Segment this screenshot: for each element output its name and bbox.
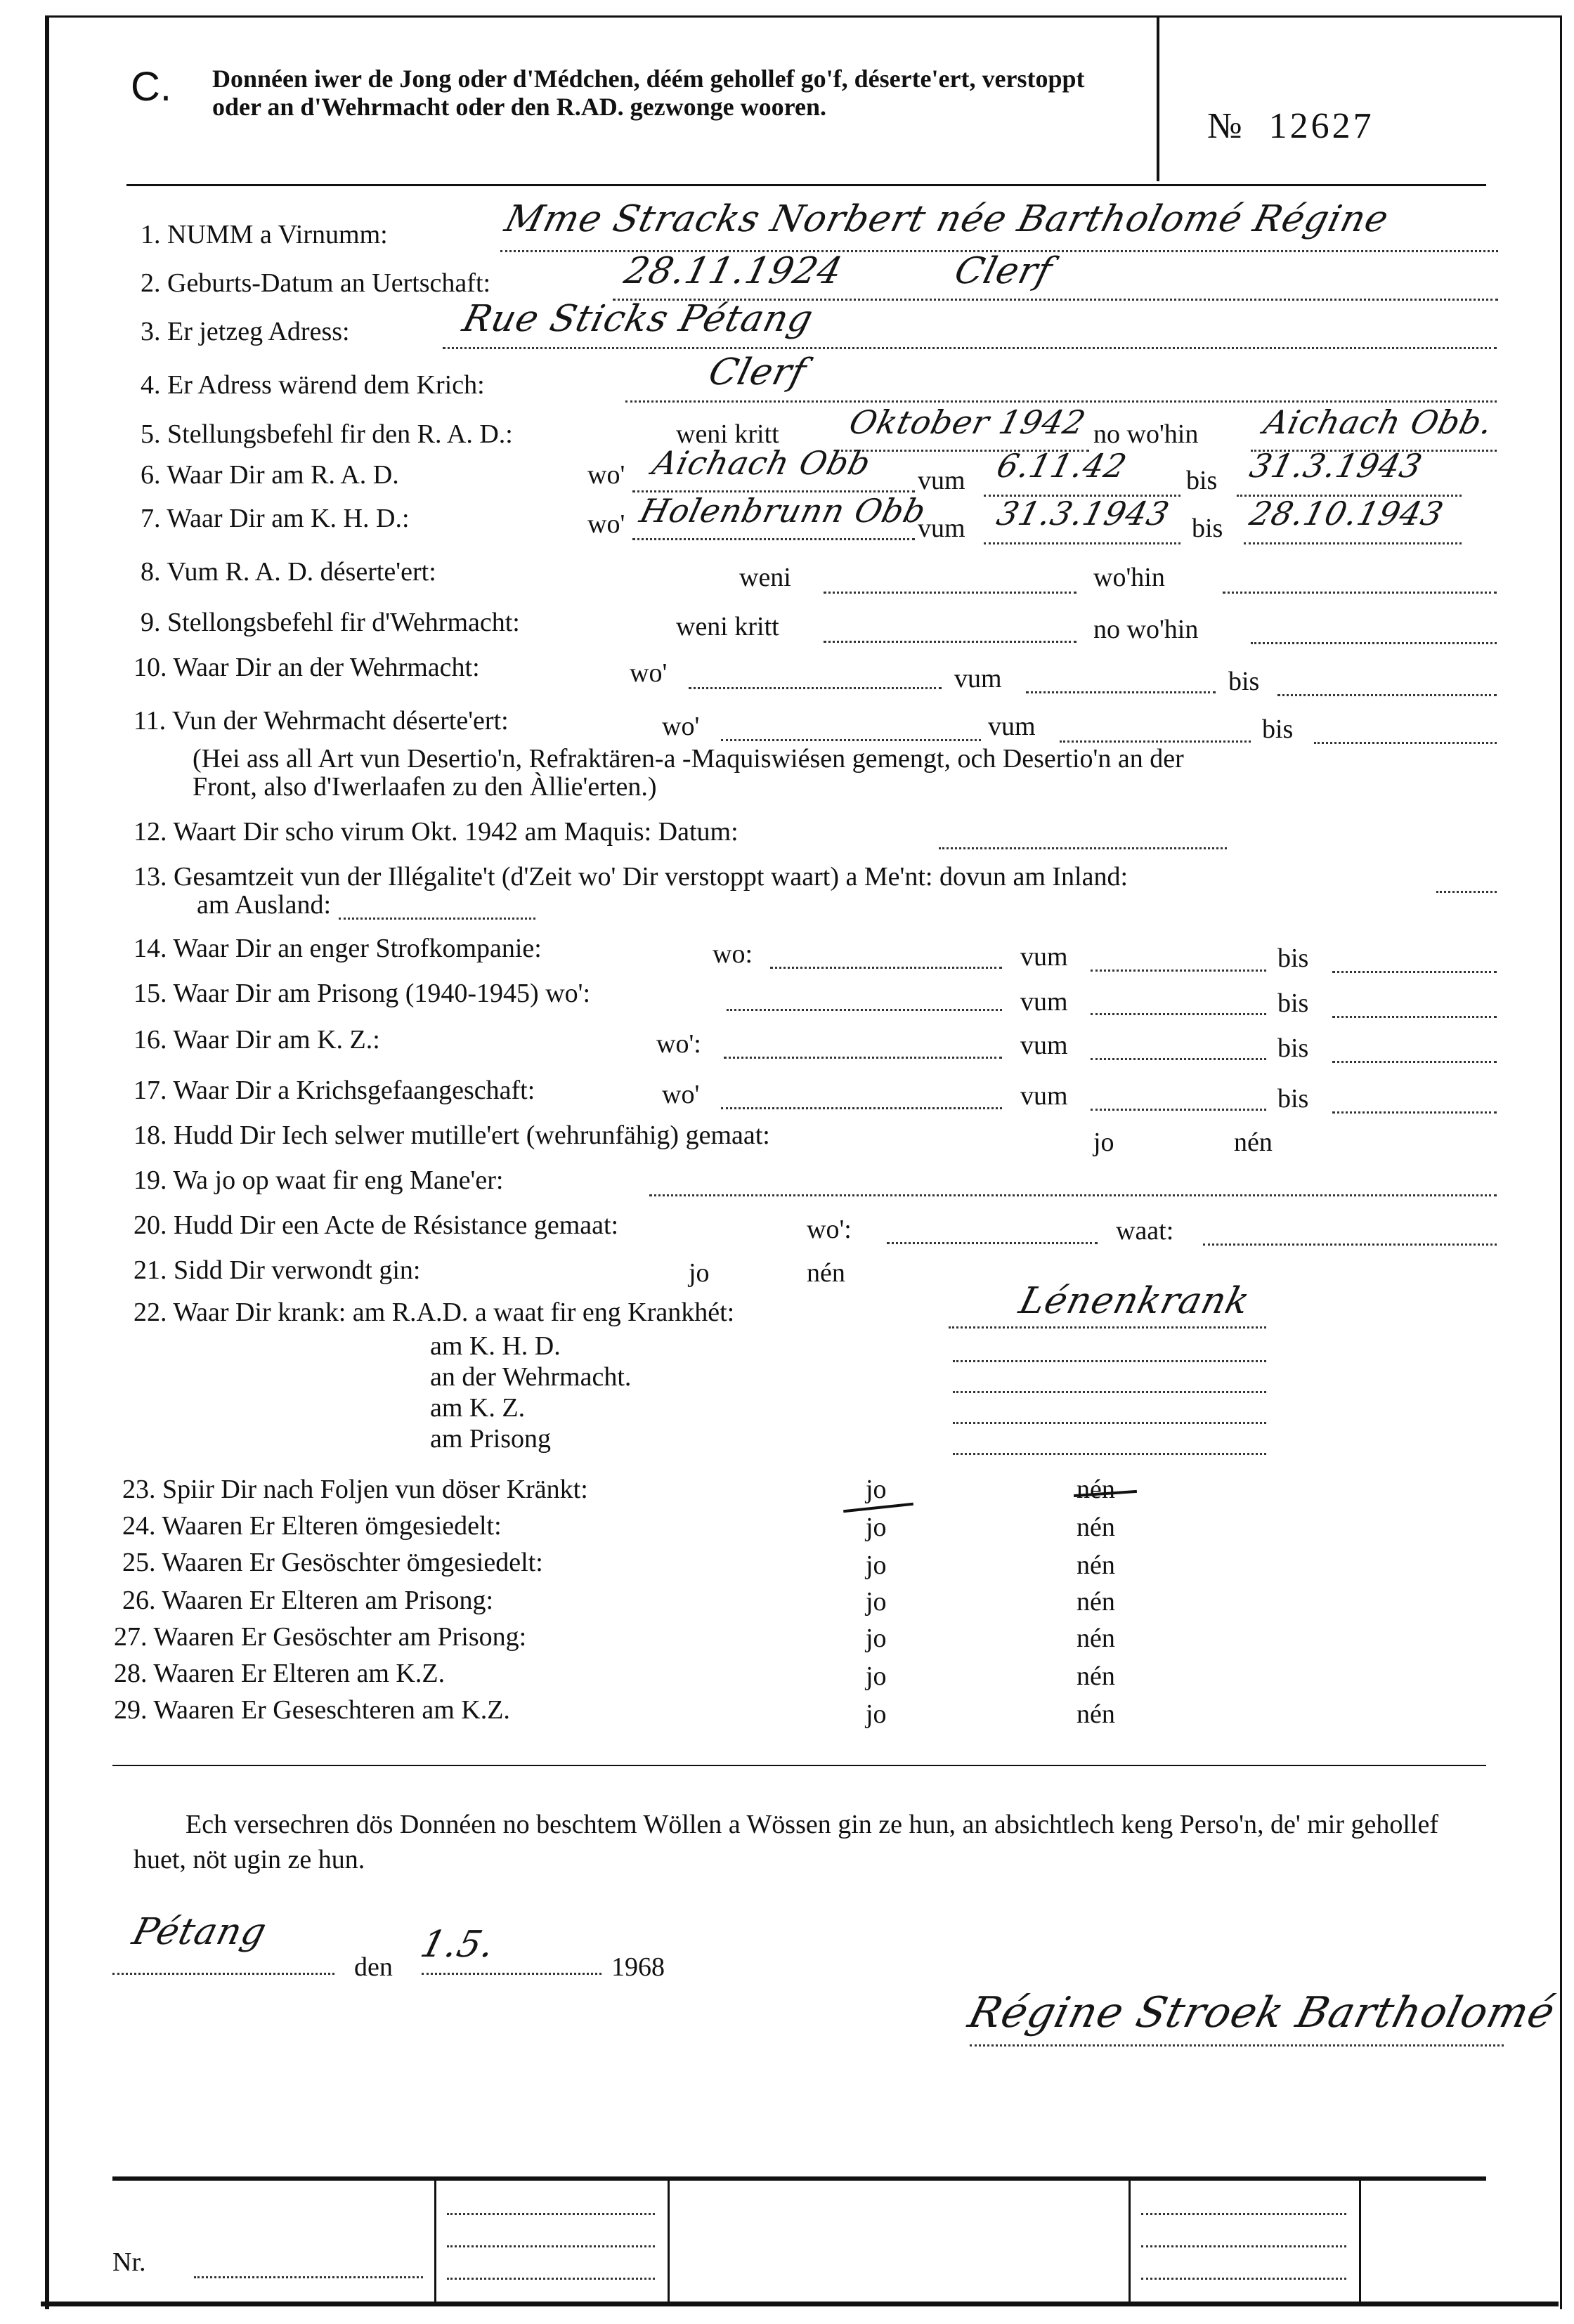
row-6-bis: bis bbox=[1186, 466, 1218, 495]
row-22: 22. Waar Dir krank: am R.A.D. a waat fir eng Krankhét: bbox=[134, 1298, 735, 1327]
bottom-border bbox=[41, 2302, 1559, 2306]
hw-khd-where: Holenbrunn Obb bbox=[636, 492, 930, 530]
row-20-line-a bbox=[887, 1242, 1098, 1244]
row-22-sub-1: am K. H. D. bbox=[430, 1331, 561, 1361]
hw-rad-order-place: Aichach Obb. bbox=[1260, 403, 1497, 441]
row-8-line-a bbox=[824, 592, 1077, 594]
row-29: 29. Waaren Er Geseschteren am K.Z. bbox=[114, 1695, 510, 1725]
hw-signature: Régine Stroek Bartholomé bbox=[963, 1988, 1561, 2037]
section-letter: C. bbox=[131, 64, 171, 110]
row-24: 24. Waaren Er Elteren ömgesiedelt: bbox=[122, 1511, 502, 1541]
den-label: den bbox=[354, 1952, 393, 1982]
row-17-line-b bbox=[1091, 1109, 1266, 1111]
row-4-line bbox=[625, 400, 1497, 403]
row-7-line-c bbox=[1244, 542, 1462, 544]
hw-illness: Lénenkrank bbox=[1015, 1280, 1254, 1322]
row-9-nowohin: no wo'hin bbox=[1093, 615, 1199, 644]
row-4: 4. Er Adress wärend dem Krich: bbox=[141, 370, 485, 400]
office-box-divider-3 bbox=[1129, 2179, 1131, 2303]
office-line-3 bbox=[447, 2278, 655, 2280]
header-separator bbox=[126, 184, 1486, 186]
row-8-wohin: wo'hin bbox=[1093, 563, 1165, 592]
hw-rad-order-date: Oktober 1942 bbox=[845, 403, 1090, 441]
row-10-line-c bbox=[1277, 694, 1497, 696]
row-16-bis: bis bbox=[1277, 1033, 1309, 1063]
office-line-2 bbox=[447, 2245, 655, 2247]
year: 1968 bbox=[611, 1952, 665, 1982]
row-24-jo: jo bbox=[866, 1513, 887, 1542]
row-17-line-c bbox=[1332, 1111, 1497, 1114]
row-10: 10. Waar Dir an der Wehrmacht: bbox=[134, 653, 480, 682]
row-2: 2. Geburts-Datum an Uertschaft: bbox=[141, 268, 491, 298]
hw-name: Mme Stracks Norbert née Bartholomé Régine bbox=[500, 198, 1393, 240]
row-17-vum: vum bbox=[1020, 1081, 1068, 1111]
row-17-bis: bis bbox=[1277, 1084, 1309, 1114]
row-11: 11. Vun der Wehrmacht déserte'ert: bbox=[134, 706, 509, 736]
hw-address: Rue Sticks Pétang bbox=[458, 298, 818, 340]
row-15-vum: vum bbox=[1020, 987, 1068, 1017]
signature-line bbox=[970, 2044, 1504, 2046]
hw-rad-where: Aichach Obb bbox=[649, 444, 876, 482]
row-23: 23. Spiir Dir nach Foljen vun döser Kränkt: bbox=[122, 1475, 588, 1504]
row-22-line-3 bbox=[953, 1422, 1266, 1424]
row-9-line-b bbox=[1251, 642, 1497, 644]
declaration-separator bbox=[112, 1765, 1486, 1766]
row-26-jo: jo bbox=[866, 1587, 887, 1617]
row-6-wo: wo' bbox=[587, 460, 625, 490]
row-11-note-2: Front, also d'Iwerlaafen zu den Àllie'erten.) bbox=[193, 772, 657, 802]
row-15-wo: wo': bbox=[545, 979, 591, 1008]
row-9-weni: weni kritt bbox=[676, 612, 779, 641]
row-19-line bbox=[649, 1194, 1497, 1196]
row-12: 12. Waart Dir scho virum Okt. 1942 am Maquis: Datum: bbox=[134, 817, 739, 847]
row-12-line bbox=[939, 847, 1227, 849]
form-number bbox=[1207, 105, 1374, 147]
row-7-line-a bbox=[632, 538, 915, 540]
row-15-line-b bbox=[1091, 1013, 1266, 1015]
row-21: 21. Sidd Dir verwondt gin: bbox=[134, 1255, 421, 1285]
row-16-line-a bbox=[724, 1057, 1002, 1059]
row-27-jo: jo bbox=[866, 1624, 887, 1653]
row-3: 3. Er jetzeg Adress: bbox=[141, 317, 350, 346]
row-18-nen: nén bbox=[1234, 1128, 1273, 1157]
row-13-ausland: am Ausland: bbox=[197, 890, 332, 920]
row-16-wo: wo': bbox=[656, 1029, 701, 1059]
row-29-jo: jo bbox=[866, 1699, 887, 1729]
row-8-weni: weni bbox=[739, 563, 791, 592]
date-line bbox=[422, 1973, 601, 1975]
row-28-jo: jo bbox=[866, 1662, 887, 1691]
row-15-bis: bis bbox=[1277, 988, 1309, 1018]
row-23-nen: nén bbox=[1077, 1475, 1115, 1504]
office-box-divider-1 bbox=[434, 2179, 436, 2303]
row-11-line-c bbox=[1314, 742, 1497, 744]
row-21-nen: nén bbox=[807, 1258, 845, 1288]
row-22-line-1 bbox=[953, 1360, 1266, 1362]
row-22-line-2 bbox=[953, 1391, 1266, 1393]
row-5-nowohin: no wo'hin bbox=[1093, 419, 1199, 449]
row-17: 17. Waar Dir a Krichsgefaangeschaft: bbox=[134, 1076, 535, 1105]
office-box-divider-2 bbox=[668, 2179, 670, 2303]
office-line-1 bbox=[447, 2213, 655, 2215]
row-10-line-a bbox=[689, 687, 942, 689]
hw-rad-from: 6.11.42 bbox=[993, 447, 1131, 485]
row-14-wo: wo: bbox=[713, 939, 753, 969]
row-22-sub-3: am K. Z. bbox=[430, 1393, 526, 1423]
row-18-jo: jo bbox=[1093, 1128, 1114, 1157]
row-14-line-c bbox=[1332, 971, 1497, 973]
row-14: 14. Waar Dir an enger Strofkompanie: bbox=[134, 934, 542, 963]
row-27: 27. Waaren Er Gesöschter am Prisong: bbox=[114, 1622, 527, 1652]
row-24-nen: nén bbox=[1077, 1513, 1115, 1542]
place-line bbox=[112, 1973, 334, 1975]
row-8: 8. Vum R. A. D. déserte'ert: bbox=[141, 557, 436, 587]
row-28: 28. Waaren Er Elteren am K.Z. bbox=[114, 1659, 445, 1688]
hw-khd-from: 31.3.1943 bbox=[993, 495, 1173, 533]
office-box-top bbox=[112, 2176, 1486, 2181]
row-10-bis: bis bbox=[1228, 667, 1260, 696]
row-11-line-b bbox=[1060, 740, 1251, 743]
row-15: 15. Waar Dir am Prisong (1940-1945) wo': bbox=[134, 979, 591, 1008]
hw-war-address: Clerf bbox=[704, 351, 811, 393]
row-26: 26. Waaren Er Elteren am Prisong: bbox=[122, 1586, 494, 1615]
row-13-line-a bbox=[1436, 891, 1497, 893]
hw-birthdate: 28.11.1924 bbox=[620, 250, 847, 292]
row-25: 25. Waaren Er Gesöschter ömgesiedelt: bbox=[122, 1548, 543, 1577]
hw-rad-to: 31.3.1943 bbox=[1246, 447, 1426, 485]
row-16-vum: vum bbox=[1020, 1031, 1068, 1060]
row-16-line-c bbox=[1332, 1061, 1497, 1063]
row-11-line-a bbox=[721, 739, 981, 741]
row-29-nen: nén bbox=[1077, 1699, 1115, 1729]
row-7-vum: vum bbox=[918, 514, 965, 543]
row-3-line bbox=[443, 347, 1497, 349]
row-22-line-0 bbox=[949, 1326, 1266, 1329]
header-divider bbox=[1157, 15, 1159, 181]
row-1: 1. NUMM a Virnumm: bbox=[141, 220, 388, 249]
row-15-line-c bbox=[1332, 1016, 1497, 1018]
row-25-jo: jo bbox=[866, 1551, 887, 1580]
row-14-line-b bbox=[1091, 970, 1266, 972]
row-14-vum: vum bbox=[1020, 942, 1068, 972]
row-11-note-1: (Hei ass all Art vun Desertio'n, Refraktären-a -Maquiswiésen gemengt, och Desertio'n an der bbox=[193, 744, 1184, 773]
row-16: 16. Waar Dir am K. Z.: bbox=[134, 1025, 380, 1055]
row-11-bis: bis bbox=[1262, 714, 1294, 744]
declaration-text: Ech versechren dös Donnéen no beschtem Wöllen a Wössen gin ze hun, an absichtlech keng Perso'n, de' mir gehollef huet, nöt ugin ze hun. bbox=[134, 1810, 1438, 1874]
number-value: 12627 bbox=[1268, 106, 1374, 146]
row-5-weni: weni kritt bbox=[676, 419, 779, 449]
row-25-nen: nén bbox=[1077, 1551, 1115, 1580]
row-11-wo: wo' bbox=[662, 712, 700, 741]
row-28-nen: nén bbox=[1077, 1662, 1115, 1691]
row-6: 6. Waar Dir am R. A. D. bbox=[141, 460, 399, 490]
hw-khd-to: 28.10.1943 bbox=[1246, 495, 1448, 533]
row-5: 5. Stellungsbefehl fir den R. A. D.: bbox=[141, 419, 513, 449]
row-13: 13. Gesamtzeit vun der Illégalite't (d'Zeit wo' Dir verstoppt waart) a Me'nt: dovun am Inland: bbox=[134, 862, 1129, 892]
row-19: 19. Wa jo op waat fir eng Mane'er: bbox=[134, 1166, 504, 1195]
row-8-line-b bbox=[1223, 592, 1497, 594]
row-20-wo: wo': bbox=[807, 1215, 852, 1244]
row-22-line-4 bbox=[953, 1453, 1266, 1455]
hw-date: 1.5. bbox=[416, 1924, 500, 1966]
office-line-5 bbox=[1141, 2245, 1346, 2247]
row-20-waat: waat: bbox=[1116, 1216, 1174, 1246]
row-7-wo: wo' bbox=[587, 509, 625, 539]
row-13-line-b bbox=[339, 918, 535, 920]
office-line-4 bbox=[1141, 2213, 1346, 2215]
row-21-jo: jo bbox=[689, 1258, 710, 1288]
row-7-line-b bbox=[984, 542, 1180, 544]
row-17-line-a bbox=[721, 1107, 1002, 1109]
row-20-line-b bbox=[1203, 1243, 1497, 1246]
row-23-jo: jo bbox=[866, 1475, 887, 1504]
hw-birthplace: Clerf bbox=[950, 250, 1057, 292]
row-7: 7. Waar Dir am K. H. D.: bbox=[141, 504, 410, 533]
row-11-vum: vum bbox=[988, 712, 1036, 741]
row-10-vum: vum bbox=[954, 664, 1002, 693]
row-15-line-a bbox=[727, 1009, 1002, 1011]
row-22-sub-4: am Prisong bbox=[430, 1424, 552, 1454]
row-14-line-a bbox=[770, 967, 1002, 969]
row-18: 18. Hudd Dir Iech selwer mutille'ert (wehrunfähig) gemaat: bbox=[134, 1121, 770, 1150]
row-9-line-a bbox=[824, 641, 1077, 643]
row-16-line-b bbox=[1091, 1058, 1266, 1060]
row-26-nen: nén bbox=[1077, 1587, 1115, 1617]
office-box-divider-4 bbox=[1359, 2179, 1361, 2303]
nr-label: Nr. bbox=[112, 2247, 146, 2277]
row-20: 20. Hudd Dir een Acte de Résistance gemaat: bbox=[134, 1210, 619, 1240]
row-6-vum: vum bbox=[918, 466, 965, 495]
row-27-nen: nén bbox=[1077, 1624, 1115, 1653]
nr-line bbox=[194, 2276, 423, 2278]
row-12-datum: Datum: bbox=[658, 817, 739, 847]
office-line-6 bbox=[1141, 2278, 1346, 2280]
number-symbol: № bbox=[1207, 106, 1245, 146]
row-17-wo: wo' bbox=[662, 1080, 700, 1109]
row-14-bis: bis bbox=[1277, 944, 1309, 973]
row-9: 9. Stellongsbefehl fir d'Wehrmacht: bbox=[141, 608, 520, 637]
hw-place: Pétang bbox=[128, 1911, 271, 1953]
form-title: Donnéen iwer de Jong oder d'Médchen, déém gehollef go'f, déserte'ert, verstoppt oder an d'Wehrmacht oder den R.AD. gezwonge wooren. bbox=[212, 65, 1085, 121]
row-22-sub-2: an der Wehrmacht. bbox=[430, 1362, 632, 1392]
row-10-wo: wo' bbox=[630, 658, 668, 688]
row-10-line-b bbox=[1026, 691, 1216, 693]
row-7-bis: bis bbox=[1192, 514, 1223, 543]
